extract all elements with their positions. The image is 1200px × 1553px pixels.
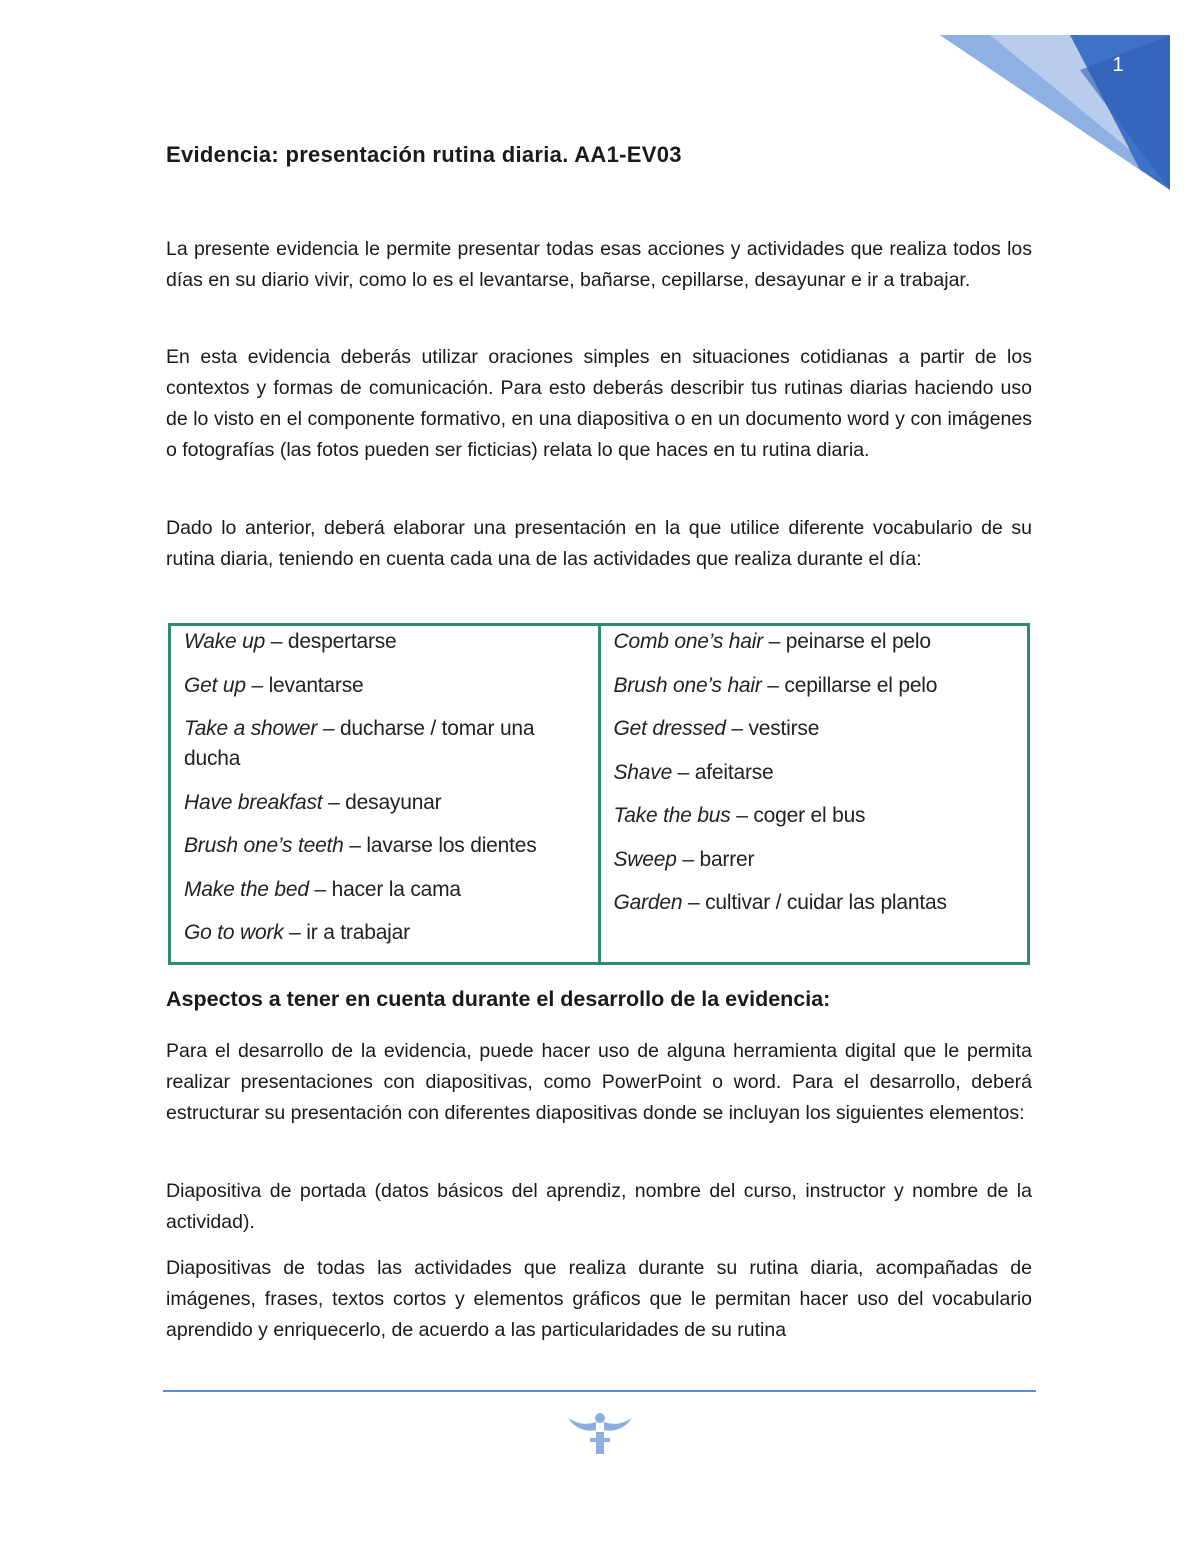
intro-paragraph-3: Dado lo anterior, deberá elaborar una presentación en la que utilice diferente vocabulario de su rutina diaria, teniendo en cuenta cada una de las actividades que realiza durante el día:	[166, 517, 1032, 570]
vocabulary-table	[168, 623, 1030, 965]
vocab-item: Go to work – ir a trabajar	[184, 921, 410, 944]
section-heading: Aspectos a tener en cuenta durante el desarrollo de la evidencia:	[166, 987, 831, 1011]
vocab-item: Brush one’s hair – cepillarse el pelo	[613, 673, 938, 697]
vocab-item: Garden – cultivar / cuidar las plantas	[613, 891, 947, 914]
vocab-item: Take a shower – ducharse / tomar una ducha	[184, 717, 535, 770]
section-paragraph-1: Para el desarrollo de la evidencia, puede hacer uso de alguna herramienta digital que le permita realizar presentaciones con diapositivas, como PowerPoint o word. Para el desarrollo, deberá estructurar su presentación con diferentes diapositivas donde se incluyan los siguientes elementos:	[166, 1040, 1032, 1124]
vocab-item: Comb one’s hair – peinarse el pelo	[613, 630, 931, 653]
vocabulary-column-left	[171, 626, 601, 962]
vocab-item: Have breakfast – desayunar	[184, 790, 442, 814]
intro-paragraph-1: La presente evidencia le permite presentar todas esas acciones y actividades que realiza todos los días en su diario vivir, como lo es el levantarse, bañarse, cepillarse, desayunar e ir a trabajar.	[166, 238, 1032, 291]
document-title: Evidencia: presentación rutina diaria. AA1-EV03	[166, 142, 682, 167]
vocabulary-column-right	[601, 626, 1028, 962]
intro-paragraph-2: En esta evidencia deberás utilizar oraciones simples en situaciones cotidianas a partir de los contextos y formas de comunicación. Para esto deberás describir tus rutinas diarias haciendo uso de lo visto en el componente formativo, en una diapositiva o en un documento word y con imágenes o fotografías (las fotos pueden ser ficticias) relata lo que haces en tu rutina diaria.	[166, 346, 1032, 461]
vocab-item: Get dressed – vestirse	[613, 717, 820, 740]
vocab-item: Make the bed – hacer la cama	[184, 877, 461, 901]
sena-logo-icon	[566, 1408, 634, 1460]
vocab-item: Wake up – despertarse	[184, 630, 397, 653]
vocab-item: Shave – afeitarse	[613, 760, 774, 784]
page-number: 1	[1112, 54, 1124, 76]
vocab-item: Get up – levantarse	[184, 673, 364, 697]
vocab-item: Brush one’s teeth – lavarse los dientes	[184, 834, 537, 857]
section-paragraph-2: Diapositiva de portada (datos básicos del aprendiz, nombre del curso, instructor y nombre de la actividad).	[166, 1180, 1032, 1233]
vocab-item: Sweep – barrer	[613, 847, 755, 871]
vocab-item: Take the bus – coger el bus	[613, 804, 866, 827]
footer-divider	[163, 1390, 1036, 1392]
section-paragraph-3: Diapositivas de todas las actividades que realiza durante su rutina diaria, acompañadas de imágenes, frases, textos cortos y elementos gráficos que le permitan hacer uso del vocabulario aprendido y enriquecerlo, de acuerdo a las particularidades de su rutina	[166, 1257, 1032, 1341]
